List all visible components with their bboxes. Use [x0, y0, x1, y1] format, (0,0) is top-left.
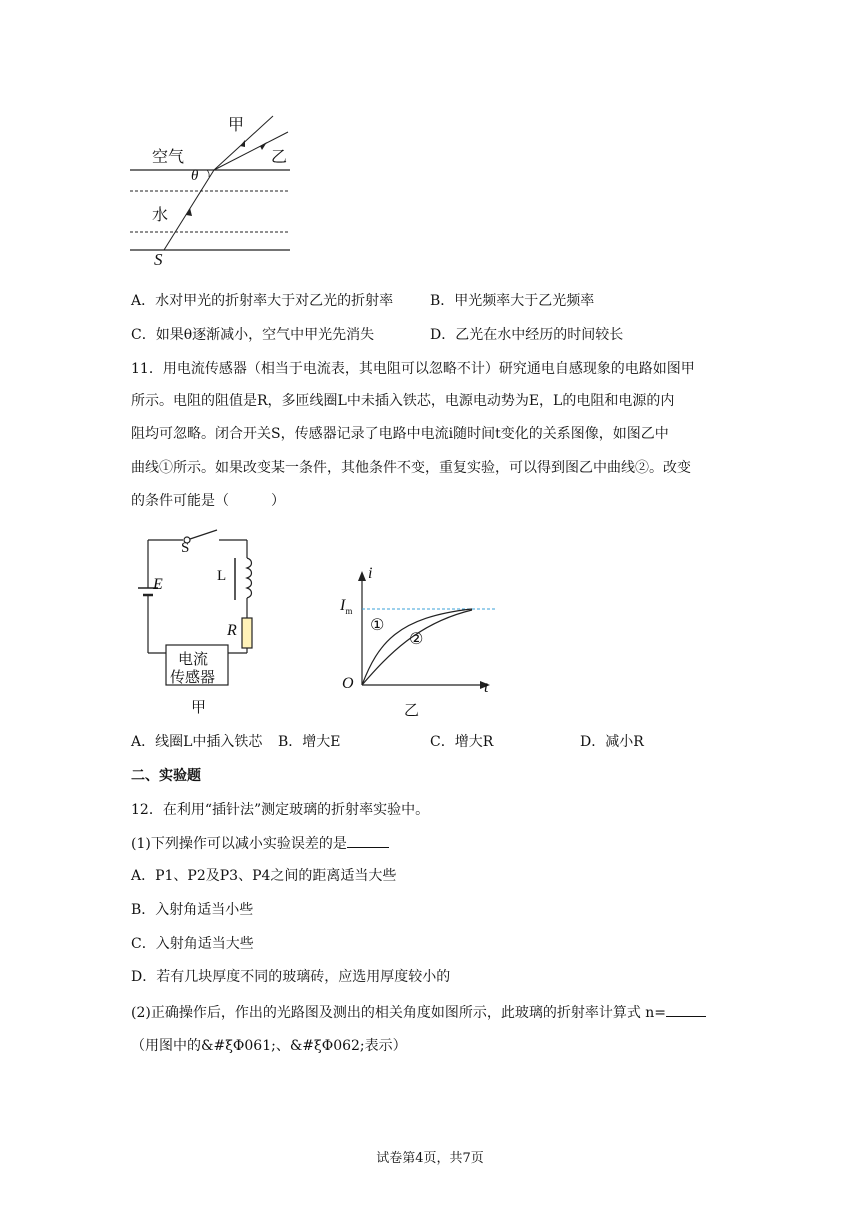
q11-line-4: 曲线①所示。如果改变某一条件，其他条件不变，重复实验，可以得到图乙中曲线②。改变: [131, 460, 691, 476]
graph-figure: [338, 563, 508, 721]
q11-option-d: D．减小R: [580, 734, 644, 750]
curve-1-label: ①: [370, 615, 385, 634]
label-im-sub: m: [345, 606, 353, 617]
label-theta: θ: [191, 168, 199, 184]
label-emf: E: [153, 576, 163, 593]
q11-option-a: A．线圈L中插入铁芯: [131, 734, 263, 750]
caption-yi: 乙: [404, 701, 420, 719]
q12-stem: 12．在利用“插针法”测定玻璃的折射率实验中。: [131, 802, 430, 818]
q12-part2-text: (2)正确操作后，作出的光路图及测出的相关角度如图所示，此玻璃的折射率计算式 n=: [131, 1005, 667, 1021]
q11-option-c: C．增大R: [430, 734, 494, 750]
q11-line-1: 11．用电流传感器（相当于电流表，其电阻可以忽略不计）研究通电自感现象的电路如图甲: [131, 361, 695, 377]
caption-jia: 甲: [191, 698, 207, 716]
refraction-figure: [128, 112, 298, 272]
curve-2-label: ②: [409, 629, 424, 648]
q12-option-d: D．若有几块厚度不同的玻璃砖，应选用厚度较小的: [131, 969, 451, 985]
label-yi: 乙: [271, 147, 288, 166]
q11-option-b: B．增大E: [278, 734, 341, 750]
q10-option-b: B．甲光频率大于乙光频率: [430, 293, 595, 309]
q12-option-b: B．入射角适当小些: [131, 902, 254, 918]
label-water: 水: [152, 205, 169, 224]
current-time-graph: [338, 563, 508, 693]
refraction-diagram: [128, 112, 298, 272]
label-current: i: [368, 565, 373, 582]
q11-line-2: 所示。电阻的阻值是R，多匝线圈L中未插入铁芯，电源电动势为E，L的电阻和电源的内: [131, 393, 675, 409]
q12-part1-text: (1)下列操作可以减小实验误差的是: [131, 836, 347, 852]
label-resistor: R: [227, 622, 237, 639]
q12-part2: [131, 1002, 706, 1023]
q10-option-a: A．水对甲光的折射率大于对乙光的折射率: [131, 293, 394, 309]
label-inductor: L: [217, 568, 227, 584]
label-origin: O: [342, 675, 354, 692]
label-switch: S: [181, 540, 190, 556]
page-footer: 试卷第4页，共7页: [376, 1151, 484, 1166]
circuit-figure: [133, 528, 263, 718]
sensor-label-2: 传感器: [170, 668, 216, 686]
q10-option-c: C．如果θ逐渐减小，空气中甲光先消失: [131, 327, 375, 343]
q12-part2-note: （用图中的&#ξΦ061;、&#ξΦ062;表示）: [131, 1038, 407, 1054]
label-time: t: [484, 679, 489, 696]
q11-line-5: 的条件可能是（ ）: [131, 493, 285, 509]
q11-line-3: 阻均可忽略。闭合开关S，传感器记录了电路中电流i随时间t变化的关系图像，如图乙中: [131, 426, 669, 442]
label-im-main: I: [340, 597, 346, 614]
label-jia: 甲: [228, 115, 245, 134]
q12-option-a: A．P1、P2及P3、P4之间的距离适当大些: [131, 868, 397, 884]
q12-part1: [131, 833, 389, 854]
label-source: S: [154, 250, 163, 269]
sensor-label-1: 电流: [178, 650, 209, 668]
label-air: 空气: [152, 147, 185, 166]
q12-option-c: C．入射角适当大些: [131, 936, 254, 952]
section-title: 二、实验题: [131, 768, 201, 784]
label-im: [340, 597, 352, 616]
q12-part2-blank[interactable]: [666, 1002, 706, 1017]
q12-part1-blank[interactable]: [347, 833, 389, 848]
q10-option-d: D．乙光在水中经历的时间较长: [430, 327, 624, 343]
